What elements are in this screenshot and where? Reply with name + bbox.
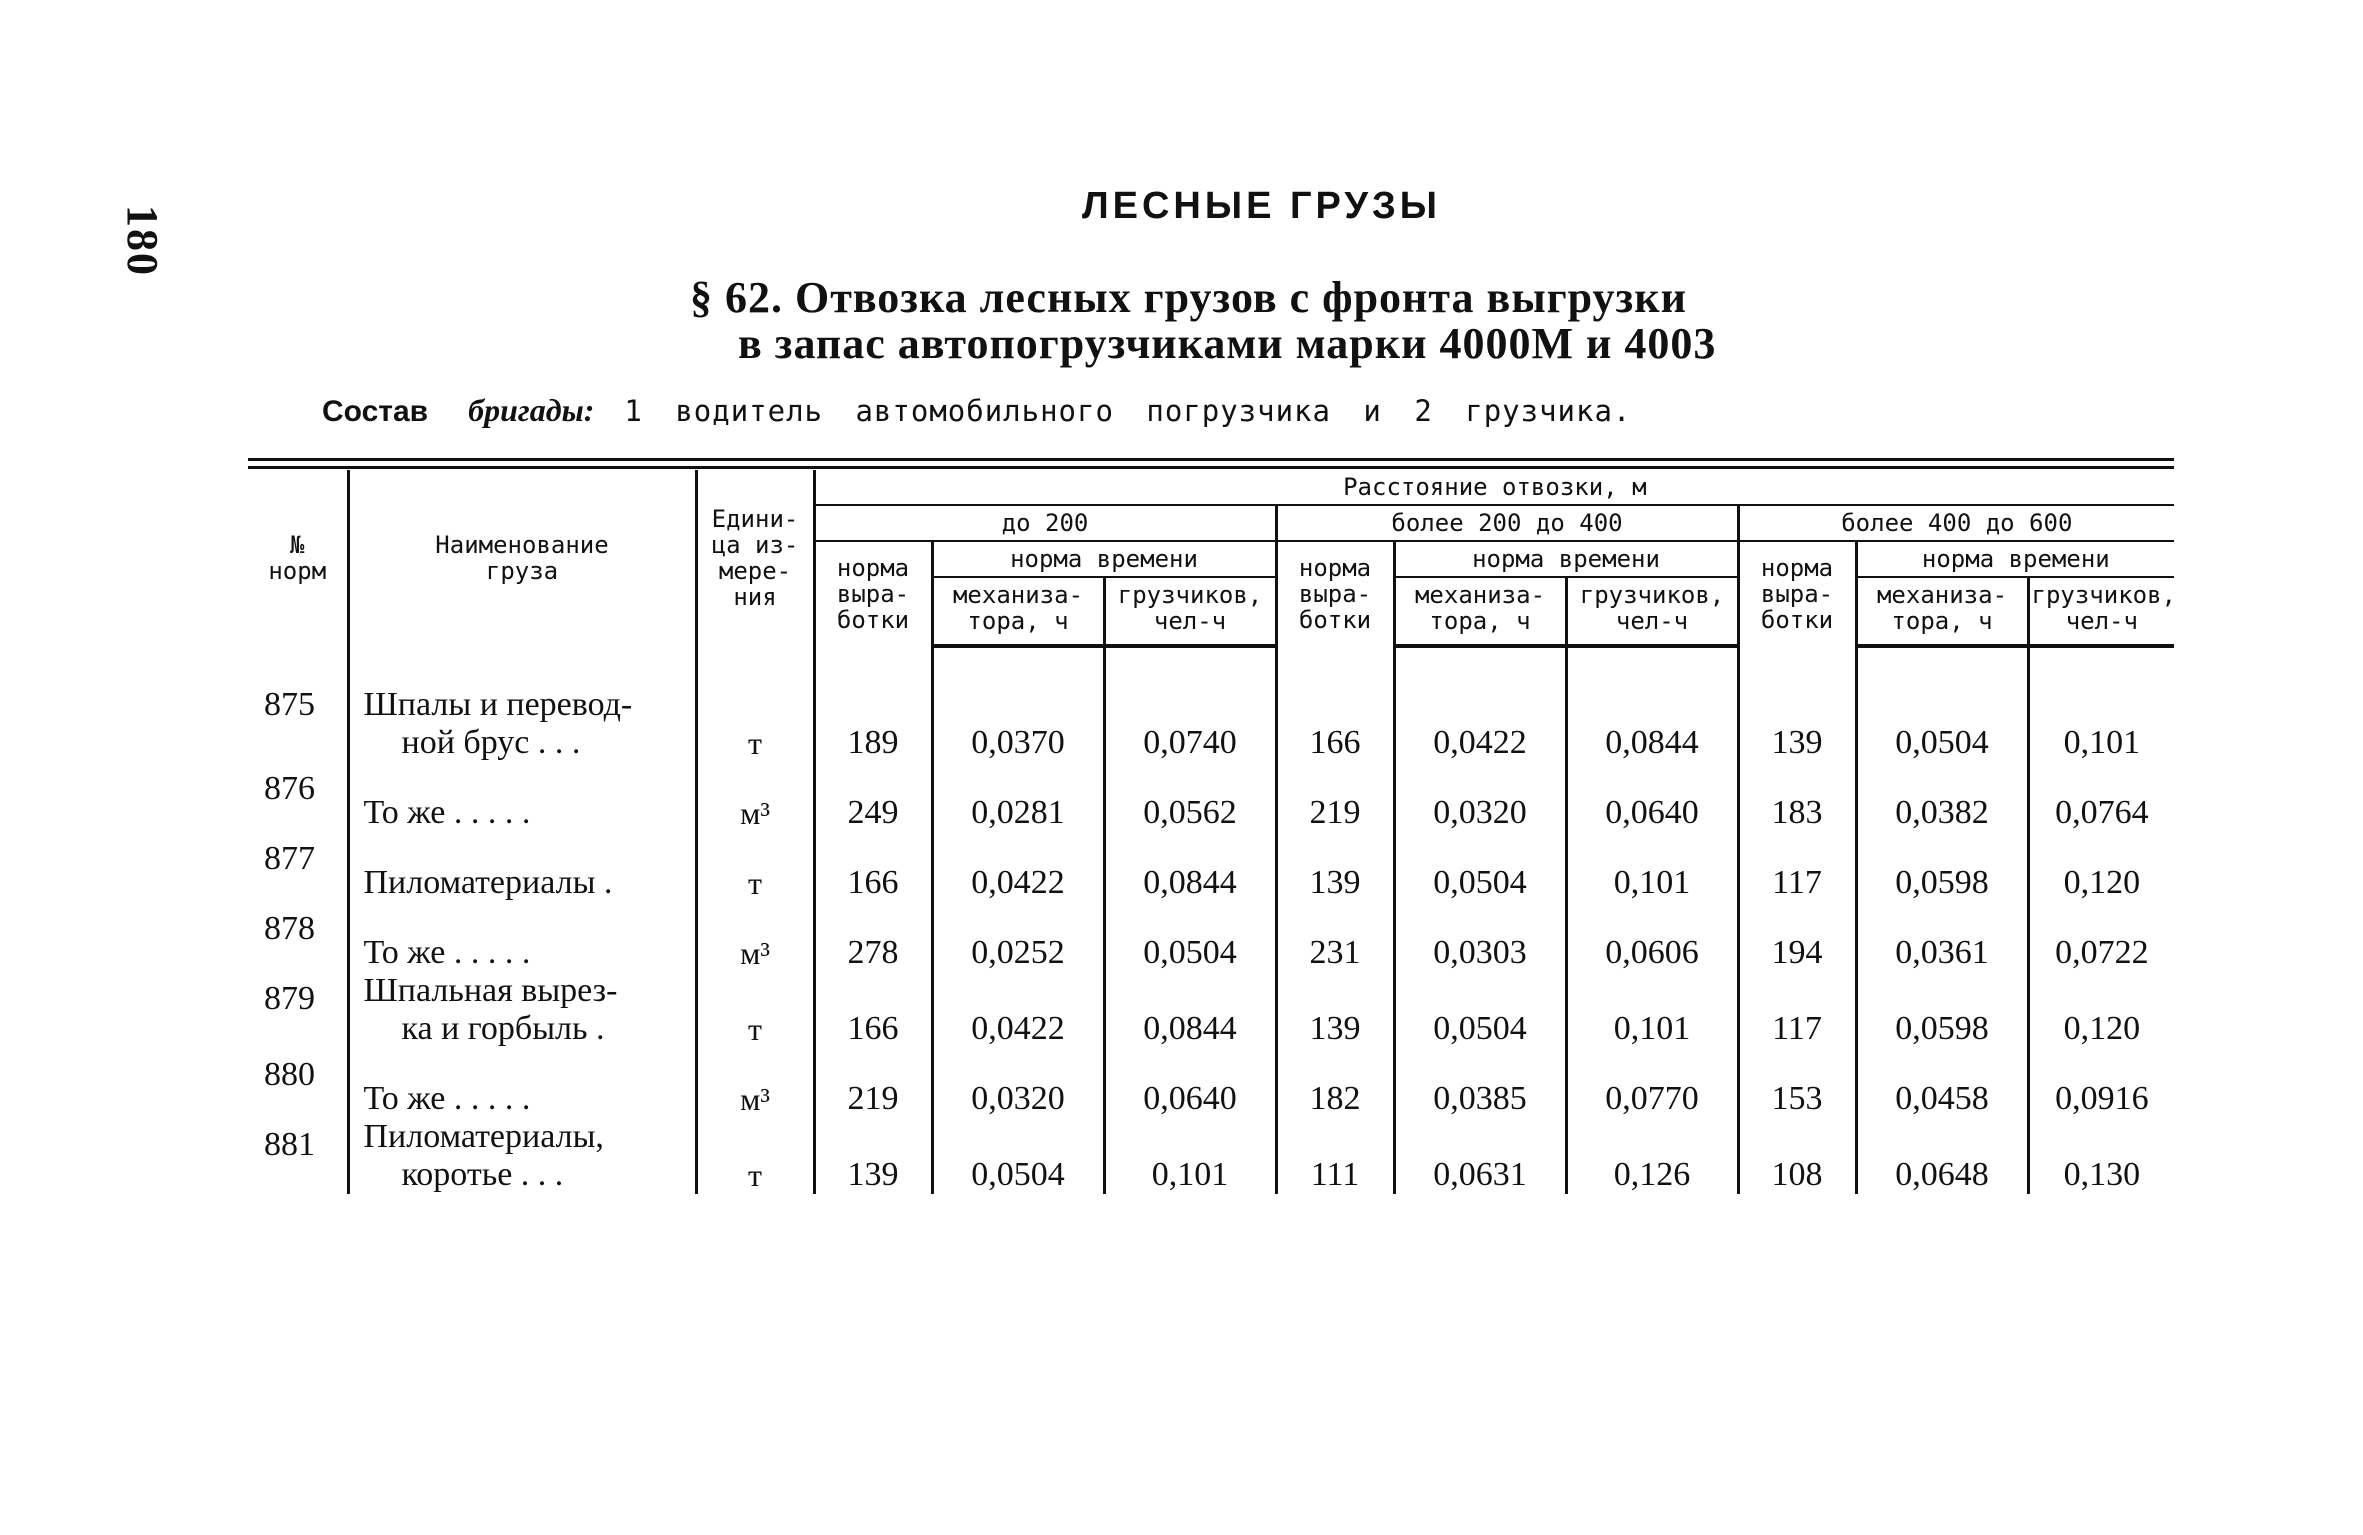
norm-output-range-2: 139	[1276, 832, 1394, 902]
loader-time-range-3: 0,130	[2028, 1118, 2174, 1194]
unit-of-measure: м³	[696, 762, 814, 832]
header-operators-2: механиза- тора, ч	[1394, 577, 1566, 646]
header-norm-time-2: норма времени	[1394, 541, 1738, 577]
norm-output-range-1: 189	[814, 646, 932, 762]
operator-time-range-2: 0,0631	[1394, 1118, 1566, 1194]
norm-output-range-2: 219	[1276, 762, 1394, 832]
page-number: 180	[118, 205, 167, 277]
cargo-name-line-1: Шпалы и перевод-	[363, 686, 633, 723]
loader-time-range-2: 0,101	[1566, 972, 1738, 1048]
header-unit: Едини- ца из- мере- ния	[696, 470, 814, 646]
norm-output-range-3: 153	[1738, 1048, 1856, 1118]
operator-time-range-2: 0,0504	[1394, 972, 1566, 1048]
unit-of-measure: м³	[696, 1048, 814, 1118]
header-loaders-2: грузчиков, чел-ч	[1566, 577, 1738, 646]
header-norm-time-1: норма времени	[932, 541, 1276, 577]
header-norm-output-3: норма выра- ботки	[1738, 541, 1856, 646]
loader-time-range-2: 0,0770	[1566, 1048, 1738, 1118]
unit-of-measure: м³	[696, 902, 814, 972]
crew-label: Состав	[322, 395, 429, 428]
unit-of-measure: т	[696, 646, 814, 762]
loader-time-range-1: 0,0640	[1104, 1048, 1276, 1118]
norm-number: 879	[264, 980, 315, 1017]
norms-table-container	[248, 470, 2174, 1194]
norm-output-range-2: 166	[1276, 646, 1394, 762]
header-norm-time-3: норма времени	[1856, 541, 2174, 577]
operator-time-range-1: 0,0422	[932, 972, 1104, 1048]
cargo-name	[348, 646, 696, 762]
operator-time-range-1: 0,0281	[932, 762, 1104, 832]
loader-time-range-3: 0,0722	[2028, 902, 2174, 972]
loader-time-range-2: 0,126	[1566, 1118, 1738, 1194]
operator-time-range-1: 0,0504	[932, 1118, 1104, 1194]
operator-time-range-1: 0,0422	[932, 832, 1104, 902]
crew-label-2: бригады:	[468, 392, 595, 428]
loader-time-range-1: 0,0844	[1104, 832, 1276, 902]
norm-output-range-1: 278	[814, 902, 932, 972]
table-row	[248, 1118, 2174, 1194]
loader-time-range-1: 0,101	[1104, 1118, 1276, 1194]
norm-number: 877	[264, 840, 315, 877]
loader-time-range-3: 0,101	[2028, 646, 2174, 762]
norm-output-range-2: 231	[1276, 902, 1394, 972]
cargo-name	[348, 762, 696, 832]
norm-output-range-1: 166	[814, 972, 932, 1048]
header-name: Наименование груза	[348, 470, 696, 646]
table-row	[248, 762, 2174, 832]
operator-time-range-3: 0,0361	[1856, 902, 2028, 972]
norm-output-range-1: 166	[814, 832, 932, 902]
norm-output-range-2: 111	[1276, 1118, 1394, 1194]
top-rule	[248, 458, 2174, 461]
loader-time-range-2: 0,0844	[1566, 646, 1738, 762]
cargo-name-line-1: Пиломатериалы,	[363, 1118, 604, 1155]
operator-time-range-2: 0,0303	[1394, 902, 1566, 972]
operator-time-range-3: 0,0504	[1856, 646, 2028, 762]
loader-time-range-3: 0,120	[2028, 832, 2174, 902]
unit-of-measure: т	[696, 972, 814, 1048]
norm-output-range-3: 117	[1738, 832, 1856, 902]
norm-output-range-1: 219	[814, 1048, 932, 1118]
table-body	[248, 646, 2174, 1194]
operator-time-range-1: 0,0252	[932, 902, 1104, 972]
header-range-2: более 200 до 400	[1276, 505, 1738, 541]
norm-output-range-2: 182	[1276, 1048, 1394, 1118]
crew-text: 1 водитель автомобильного погрузчика и 2 грузчика.	[624, 394, 1632, 428]
norm-output-range-3: 139	[1738, 646, 1856, 762]
operator-time-range-2: 0,0385	[1394, 1048, 1566, 1118]
section-title-line-1: § 62. Отвозка лесных грузов с фронта выгрузки	[690, 273, 1687, 322]
loader-time-range-3: 0,120	[2028, 972, 2174, 1048]
norm-output-range-3: 108	[1738, 1118, 1856, 1194]
loader-time-range-2: 0,0640	[1566, 762, 1738, 832]
cargo-name-line-1: Пиломатериалы .	[363, 864, 613, 901]
norm-output-range-2: 139	[1276, 972, 1394, 1048]
operator-time-range-3: 0,0382	[1856, 762, 2028, 832]
cargo-name	[348, 902, 696, 972]
header-num: № норм	[268, 531, 327, 585]
header-norm-output-2: норма выра- ботки	[1276, 541, 1394, 646]
operator-time-range-3: 0,0598	[1856, 832, 2028, 902]
norm-number: 880	[264, 1056, 315, 1093]
loader-time-range-2: 0,101	[1566, 832, 1738, 902]
norm-output-range-3: 117	[1738, 972, 1856, 1048]
operator-time-range-2: 0,0504	[1394, 832, 1566, 902]
loader-time-range-2: 0,0606	[1566, 902, 1738, 972]
operator-time-range-1: 0,0370	[932, 646, 1104, 762]
loader-time-range-1: 0,0844	[1104, 972, 1276, 1048]
operator-time-range-2: 0,0422	[1394, 646, 1566, 762]
cargo-name	[348, 1118, 696, 1194]
operator-time-range-2: 0,0320	[1394, 762, 1566, 832]
table-row	[248, 972, 2174, 1048]
norm-number: 881	[264, 1126, 315, 1163]
operator-time-range-3: 0,0458	[1856, 1048, 2028, 1118]
cargo-name-line-1: То же . . . . .	[363, 934, 531, 971]
header-range-3: более 400 до 600	[1738, 505, 2174, 541]
section-title-line-2: в запас автопогрузчиками марки 4000М и 4003	[738, 319, 1717, 368]
unit-of-measure: т	[696, 832, 814, 902]
cargo-name	[348, 1048, 696, 1118]
table-row	[248, 832, 2174, 902]
norm-output-range-3: 183	[1738, 762, 1856, 832]
norms-table	[248, 470, 2174, 1194]
header-operators-3: механиза- тора, ч	[1856, 577, 2028, 646]
header-loaders-3: грузчиков, чел-ч	[2028, 577, 2174, 646]
norm-output-range-3: 194	[1738, 902, 1856, 972]
operator-time-range-1: 0,0320	[932, 1048, 1104, 1118]
cargo-name	[348, 832, 696, 902]
norm-number: 875	[264, 686, 315, 723]
operator-time-range-3: 0,0598	[1856, 972, 2028, 1048]
chapter-heading: ЛЕСНЫЕ ГРУЗЫ	[1081, 185, 1442, 227]
norm-output-range-1: 139	[814, 1118, 932, 1194]
cargo-name	[348, 972, 696, 1048]
loader-time-range-1: 0,0504	[1104, 902, 1276, 972]
table-row	[248, 646, 2174, 762]
loader-time-range-3: 0,0764	[2028, 762, 2174, 832]
cargo-name-line-1: То же . . . . .	[363, 794, 531, 831]
header-loaders-1: грузчиков, чел-ч	[1104, 577, 1276, 646]
norm-number: 878	[264, 910, 315, 947]
operator-time-range-3: 0,0648	[1856, 1118, 2028, 1194]
cargo-name-line-2: ной брус . . .	[401, 724, 581, 761]
header-range-1: до 200	[814, 505, 1276, 541]
cargo-name-line-1: Шпальная вырез-	[363, 972, 618, 1009]
crew-composition	[322, 392, 1631, 429]
header-operators-1: механиза- тора, ч	[932, 577, 1104, 646]
norm-output-range-1: 249	[814, 762, 932, 832]
table-row	[248, 902, 2174, 972]
unit-of-measure: т	[696, 1118, 814, 1194]
norm-number: 876	[264, 770, 315, 807]
cargo-name-line-2: коротье . . .	[401, 1156, 564, 1193]
loader-time-range-3: 0,0916	[2028, 1048, 2174, 1118]
loader-time-range-1: 0,0562	[1104, 762, 1276, 832]
top-rule-2	[248, 466, 2174, 469]
table-row	[248, 1048, 2174, 1118]
cargo-name-line-2: ка и горбыль .	[401, 1010, 605, 1047]
cargo-name-line-1: То же . . . . .	[363, 1080, 531, 1117]
section-title	[690, 275, 1790, 367]
header-norm-output-1: норма выра- ботки	[814, 541, 932, 646]
header-distance: Расстояние отвозки, м	[814, 470, 2174, 505]
loader-time-range-1: 0,0740	[1104, 646, 1276, 762]
